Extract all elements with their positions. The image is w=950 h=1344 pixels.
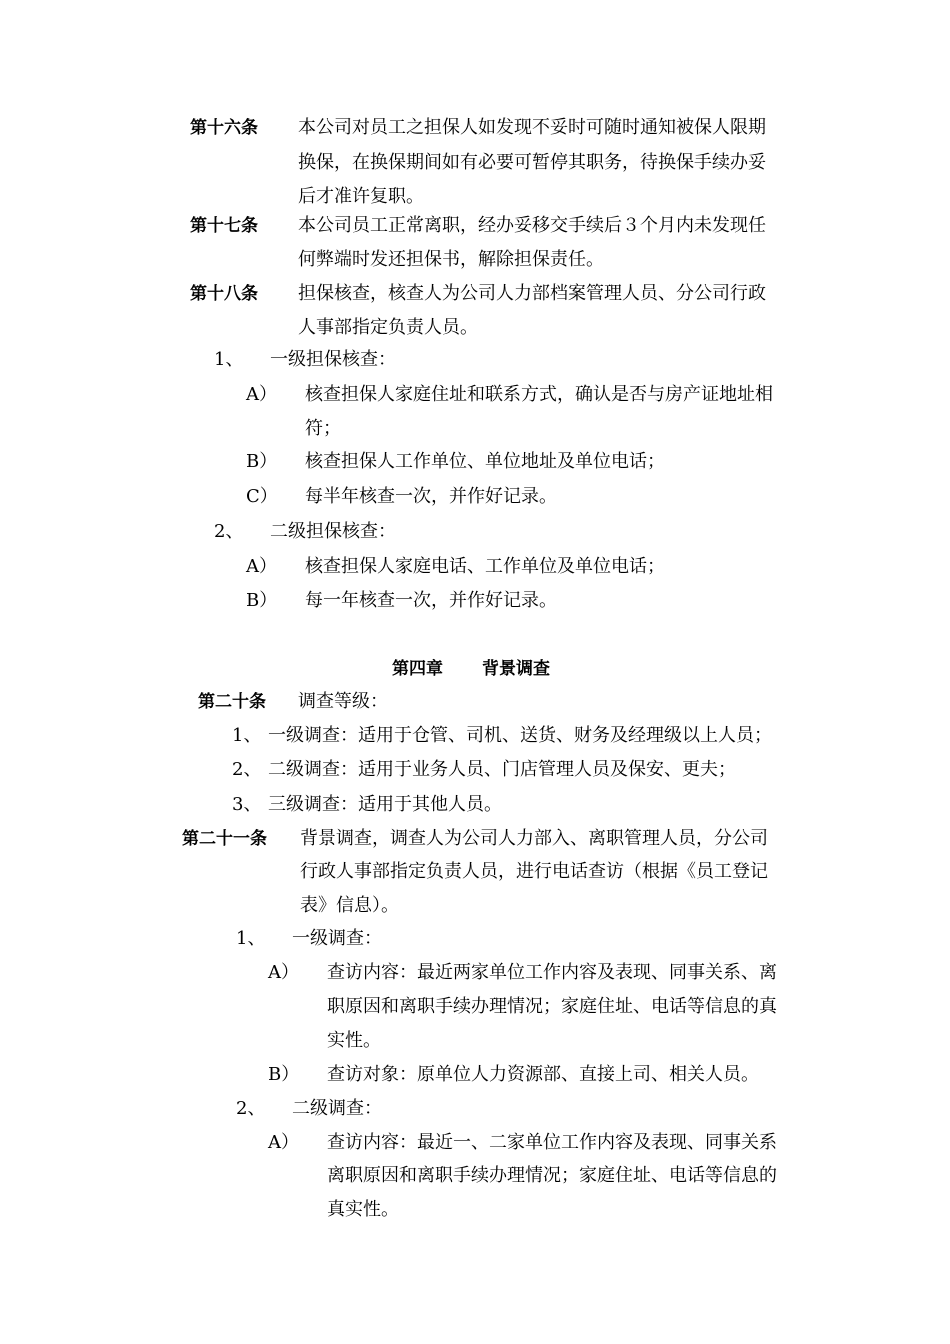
article-18-line-2: 人事部指定负责人员。 — [298, 317, 478, 338]
guarantee-level1-item-b-line-1: 核查担保人工作单位、单位地址及单位电话； — [305, 451, 665, 472]
article-21-line-1: 背景调查，调查人为公司人力部入、离职管理人员，分公司 — [300, 828, 768, 849]
article-21-label: 第二十一条 — [182, 829, 267, 849]
guarantee-level1-num: 1、 — [214, 349, 244, 370]
background-level1-num: 1、 — [236, 928, 266, 949]
background-level2-item-a-line-1: 查访内容：最近一、二家单位工作内容及表现、同事关系 — [327, 1132, 777, 1153]
background-level1-item-b-line-1: 查访对象：原单位人力资源部、直接上司、相关人员。 — [327, 1064, 759, 1085]
guarantee-level1-title: 一级担保核查： — [270, 349, 396, 370]
article-16-line-2: 换保，在换保期间如有必要可暂停其职务，待换保手续办妥 — [298, 152, 766, 173]
article-16-label: 第十六条 — [190, 118, 258, 138]
article-18-line-1: 担保核查，核查人为公司人力部档案管理人员、分公司行政 — [298, 283, 766, 304]
article-20-label: 第二十条 — [198, 692, 266, 712]
guarantee-level2-num: 2、 — [214, 521, 244, 542]
background-level1-item-a-line-1: 查访内容：最近两家单位工作内容及表现、同事关系、离 — [327, 962, 777, 983]
article-17-line-1: 本公司员工正常离职，经办妥移交手续后３个月内未发现任 — [298, 215, 766, 236]
article-20-line-1: 调查等级： — [298, 691, 388, 712]
article-21-line-2: 行政人事部指定负责人员，进行电话查访（根据《员工登记 — [300, 861, 768, 882]
chapter-number: 第四章 — [392, 659, 443, 679]
guarantee-level2-item-a-mark: A） — [246, 556, 277, 577]
article-18-label: 第十八条 — [190, 284, 258, 304]
background-level2-num: 2、 — [236, 1098, 266, 1119]
article-21-line-3: 表》信息）。 — [300, 895, 399, 916]
survey-level-2-text: 二级调查：适用于业务人员、门店管理人员及保安、更夫； — [268, 759, 736, 780]
survey-level-3-num: 3、 — [232, 794, 262, 815]
survey-level-1-num: 1、 — [232, 725, 262, 746]
guarantee-level1-item-b-mark: B） — [246, 451, 278, 472]
background-level1-item-a-line-3: 实性。 — [327, 1030, 381, 1051]
article-17-label: 第十七条 — [190, 216, 258, 236]
guarantee-level1-item-c-line-1: 每半年核查一次，并作好记录。 — [305, 486, 557, 507]
background-level2-item-a-mark: A） — [268, 1132, 299, 1153]
article-16-line-3: 后才准许复职。 — [298, 186, 424, 207]
background-level1-item-b-mark: B） — [268, 1064, 300, 1085]
guarantee-level2-item-b-line-1: 每一年核查一次，并作好记录。 — [305, 590, 557, 611]
background-level2-item-a-line-3: 真实性。 — [327, 1199, 399, 1220]
guarantee-level1-item-a-mark: A） — [246, 384, 277, 405]
chapter-title: 背景调查 — [482, 659, 550, 679]
guarantee-level1-item-a-line-2: 符； — [305, 418, 341, 439]
background-level1-title: 一级调查： — [292, 928, 382, 949]
guarantee-level2-title: 二级担保核查： — [270, 521, 396, 542]
survey-level-2-num: 2、 — [232, 759, 262, 780]
article-17-line-2: 何弊端时发还担保书，解除担保责任。 — [298, 249, 604, 270]
guarantee-level1-item-c-mark: C） — [246, 486, 278, 507]
article-16-line-1: 本公司对员工之担保人如发现不妥时可随时通知被保人限期 — [298, 117, 766, 138]
background-level2-item-a-line-2: 离职原因和离职手续办理情况；家庭住址、电话等信息的 — [327, 1165, 777, 1186]
guarantee-level1-item-a-line-1: 核查担保人家庭住址和联系方式，确认是否与房产证地址相 — [305, 384, 773, 405]
guarantee-level2-item-b-mark: B） — [246, 590, 278, 611]
background-level1-item-a-line-2: 职原因和离职手续办理情况；家庭住址、电话等信息的真 — [327, 996, 777, 1017]
guarantee-level2-item-a-line-1: 核查担保人家庭电话、工作单位及单位电话； — [305, 556, 665, 577]
survey-level-1-text: 一级调查：适用于仓管、司机、送货、财务及经理级以上人员； — [268, 725, 772, 746]
survey-level-3-text: 三级调查：适用于其他人员。 — [268, 794, 502, 815]
background-level1-item-a-mark: A） — [268, 962, 299, 983]
background-level2-title: 二级调查： — [292, 1098, 382, 1119]
